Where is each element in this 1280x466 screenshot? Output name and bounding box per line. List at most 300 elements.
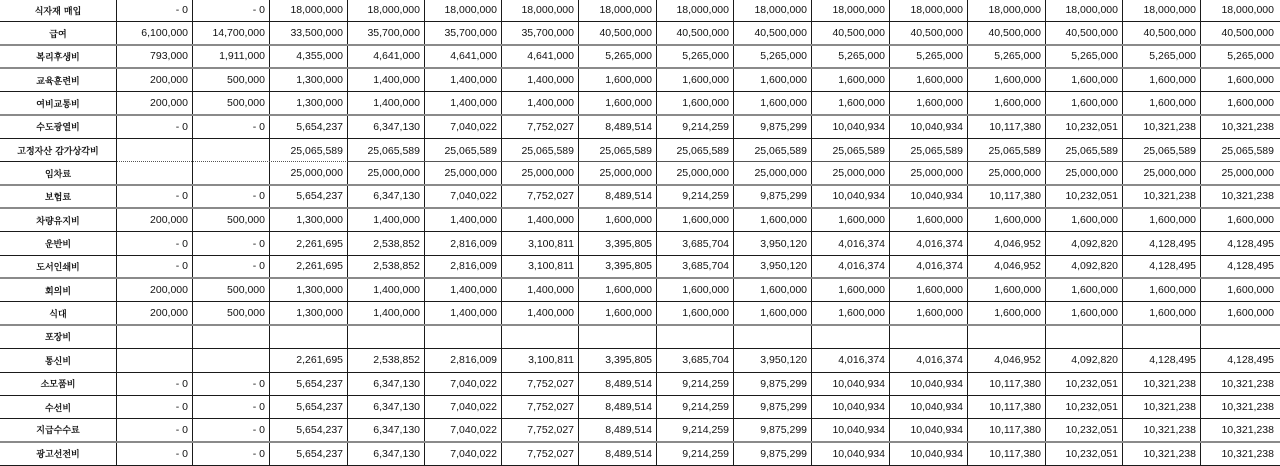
value-cell[interactable]: 1,600,000 — [1046, 69, 1123, 91]
value-cell[interactable]: 1,600,000 — [579, 209, 657, 231]
value-cell[interactable]: 25,000,000 — [657, 162, 734, 183]
value-cell[interactable]: 1,600,000 — [890, 209, 968, 231]
value-cell[interactable]: 10,321,238 — [1221, 447, 1274, 460]
value-cell[interactable]: 10,040,934 — [890, 396, 968, 418]
value-cell[interactable]: 25,000,000 — [502, 162, 579, 183]
value-cell[interactable]: 7,040,022 — [425, 396, 502, 418]
value-cell[interactable]: 14,700,000 — [193, 22, 270, 43]
value-cell[interactable]: 10,117,380 — [968, 116, 1046, 138]
value-cell[interactable]: 1,400,000 — [348, 69, 425, 91]
value-cell[interactable]: 3,685,704 — [657, 256, 734, 277]
value-cell[interactable]: 1,300,000 — [270, 302, 348, 323]
value-cell[interactable]: 18,000,000 — [734, 0, 812, 21]
value-cell[interactable]: 10,321,238 — [1123, 373, 1201, 395]
value-cell[interactable]: 1,600,000 — [812, 69, 890, 91]
value-cell[interactable]: 2,816,009 — [425, 232, 502, 254]
value-cell[interactable]: 5,265,000 — [734, 46, 812, 67]
value-cell[interactable]: 4,016,374 — [890, 232, 968, 254]
value-cell[interactable]: 1,600,000 — [890, 279, 968, 301]
value-cell[interactable]: 4,128,495 — [1227, 260, 1274, 273]
value-cell[interactable]: 40,500,000 — [579, 22, 657, 43]
value-cell[interactable]: 18,000,000 — [579, 0, 657, 21]
value-cell[interactable]: 25,065,589 — [657, 139, 734, 162]
value-cell[interactable]: 5,265,000 — [579, 46, 657, 67]
value-cell[interactable]: 10,232,051 — [1046, 443, 1123, 465]
value-cell[interactable]: 18,000,000 — [890, 0, 968, 21]
value-cell[interactable]: 1,600,000 — [968, 69, 1046, 91]
value-cell[interactable]: - 0 — [193, 186, 270, 207]
value-cell[interactable]: 35,700,000 — [425, 22, 502, 43]
value-cell[interactable]: 1,600,000 — [968, 302, 1046, 323]
value-cell[interactable]: 7,040,022 — [425, 419, 502, 440]
value-cell[interactable]: 25,065,589 — [348, 139, 425, 162]
value-cell[interactable]: 6,347,130 — [348, 373, 425, 395]
value-cell[interactable]: 25,000,000 — [1123, 162, 1201, 183]
row-label[interactable]: 수도광열비 — [0, 116, 117, 138]
value-cell[interactable]: - 0 — [193, 232, 270, 254]
value-cell[interactable]: 10,232,051 — [1046, 396, 1123, 418]
value-cell[interactable] — [270, 326, 348, 348]
value-cell[interactable]: 10,321,238 — [1221, 423, 1274, 436]
value-cell[interactable]: 40,500,000 — [890, 22, 968, 43]
value-cell[interactable]: 8,489,514 — [579, 116, 657, 138]
value-cell[interactable]: 4,016,374 — [812, 256, 890, 277]
value-cell[interactable]: 1,600,000 — [968, 92, 1046, 113]
value-cell[interactable] — [193, 139, 270, 162]
value-cell[interactable]: 10,040,934 — [812, 116, 890, 138]
value-cell[interactable]: 1,600,000 — [657, 92, 734, 113]
value-cell[interactable]: 40,500,000 — [968, 22, 1046, 43]
row-label[interactable]: 회의비 — [0, 279, 117, 301]
value-cell[interactable]: 10,040,934 — [812, 419, 890, 440]
row-label[interactable]: 식대 — [0, 302, 117, 323]
value-cell[interactable]: 5,265,000 — [1123, 46, 1201, 67]
value-cell[interactable]: 4,016,374 — [812, 349, 890, 371]
value-cell[interactable]: 4,016,374 — [812, 232, 890, 254]
value-cell[interactable]: 9,875,299 — [734, 419, 812, 440]
value-cell[interactable]: - 0 — [193, 0, 270, 21]
row-label[interactable]: 보험료 — [0, 186, 117, 207]
value-cell[interactable]: 1,600,000 — [734, 302, 812, 323]
value-cell[interactable] — [117, 349, 193, 371]
row-label[interactable]: 통신비 — [0, 349, 117, 371]
value-cell[interactable]: 9,875,299 — [734, 396, 812, 418]
value-cell[interactable]: 4,641,000 — [348, 46, 425, 67]
value-cell[interactable]: 6,347,130 — [348, 443, 425, 465]
value-cell[interactable]: 3,395,805 — [579, 256, 657, 277]
value-cell[interactable]: 18,000,000 — [1123, 0, 1201, 21]
value-cell[interactable]: 1,600,000 — [812, 92, 890, 113]
value-cell[interactable]: 7,752,027 — [502, 116, 579, 138]
value-cell[interactable]: 1,400,000 — [502, 69, 579, 91]
value-cell[interactable]: 18,000,000 — [968, 0, 1046, 21]
value-cell[interactable]: 200,000 — [117, 209, 193, 231]
value-cell[interactable]: 1,600,000 — [657, 69, 734, 91]
value-cell[interactable]: 2,538,852 — [348, 349, 425, 371]
value-cell[interactable]: 1,600,000 — [657, 279, 734, 301]
value-cell[interactable]: 4,046,952 — [968, 232, 1046, 254]
value-cell[interactable]: 10,232,051 — [1046, 116, 1123, 138]
value-cell[interactable]: 10,321,238 — [1221, 190, 1274, 203]
value-cell[interactable]: 1,600,000 — [579, 279, 657, 301]
value-cell[interactable]: - 0 — [193, 256, 270, 277]
value-cell[interactable]: 25,065,589 — [579, 139, 657, 162]
value-cell[interactable]: - 0 — [193, 373, 270, 395]
value-cell[interactable]: - 0 — [117, 256, 193, 277]
value-cell[interactable]: 1,600,000 — [1046, 92, 1123, 113]
value-cell[interactable]: 4,092,820 — [1046, 349, 1123, 371]
value-cell[interactable]: 40,500,000 — [734, 22, 812, 43]
value-cell[interactable]: 25,065,589 — [890, 139, 968, 162]
value-cell[interactable]: 1,400,000 — [348, 279, 425, 301]
value-cell[interactable]: 4,355,000 — [270, 46, 348, 67]
value-cell[interactable]: 1,600,000 — [1123, 302, 1201, 323]
value-cell[interactable]: 1,600,000 — [1046, 209, 1123, 231]
value-cell[interactable]: - 0 — [117, 396, 193, 418]
value-cell[interactable]: 10,117,380 — [968, 186, 1046, 207]
value-cell[interactable] — [117, 326, 193, 348]
value-cell[interactable]: 1,600,000 — [1227, 307, 1274, 320]
value-cell[interactable]: 25,000,000 — [348, 162, 425, 183]
value-cell[interactable]: 1,600,000 — [1046, 302, 1123, 323]
value-cell[interactable]: 500,000 — [193, 209, 270, 231]
value-cell[interactable] — [579, 326, 657, 348]
value-cell[interactable]: 6,347,130 — [348, 419, 425, 440]
value-cell[interactable]: - 0 — [193, 116, 270, 138]
row-label[interactable]: 교육훈련비 — [0, 69, 117, 91]
value-cell[interactable]: 25,065,589 — [1221, 144, 1274, 157]
value-cell[interactable]: 4,092,820 — [1046, 256, 1123, 277]
value-cell[interactable]: 35,700,000 — [348, 22, 425, 43]
value-cell[interactable]: 1,600,000 — [1227, 214, 1274, 227]
value-cell[interactable]: 18,000,000 — [812, 0, 890, 21]
value-cell[interactable]: 6,347,130 — [348, 396, 425, 418]
value-cell[interactable]: 5,265,000 — [1046, 46, 1123, 67]
value-cell[interactable]: 200,000 — [117, 69, 193, 91]
value-cell[interactable]: 25,000,000 — [1221, 167, 1274, 180]
value-cell[interactable]: 25,000,000 — [579, 162, 657, 183]
value-cell[interactable]: 2,261,695 — [270, 232, 348, 254]
value-cell[interactable]: 18,000,000 — [348, 0, 425, 21]
value-cell[interactable]: - 0 — [193, 443, 270, 465]
value-cell[interactable]: 3,100,811 — [502, 256, 579, 277]
value-cell[interactable]: 3,395,805 — [579, 232, 657, 254]
value-cell[interactable]: 1,600,000 — [657, 209, 734, 231]
value-cell[interactable]: 25,065,589 — [1046, 139, 1123, 162]
value-cell[interactable]: 10,321,238 — [1221, 377, 1274, 390]
value-cell[interactable]: 10,321,238 — [1123, 186, 1201, 207]
value-cell[interactable]: 4,092,820 — [1046, 232, 1123, 254]
value-cell[interactable]: - 0 — [117, 0, 193, 21]
value-cell[interactable]: 5,265,000 — [890, 46, 968, 67]
value-cell[interactable]: 1,600,000 — [812, 302, 890, 323]
value-cell[interactable]: 7,752,027 — [502, 396, 579, 418]
value-cell[interactable]: 7,040,022 — [425, 116, 502, 138]
value-cell[interactable]: 5,265,000 — [812, 46, 890, 67]
value-cell[interactable]: 1,400,000 — [425, 209, 502, 231]
value-cell[interactable]: - 0 — [117, 232, 193, 254]
value-cell[interactable] — [1201, 326, 1278, 348]
value-cell[interactable]: 5,265,000 — [1227, 50, 1274, 63]
value-cell[interactable]: 1,300,000 — [270, 69, 348, 91]
value-cell[interactable]: 1,300,000 — [270, 209, 348, 231]
value-cell[interactable]: 1,600,000 — [1227, 284, 1274, 297]
value-cell[interactable]: 7,040,022 — [425, 373, 502, 395]
value-cell[interactable]: 1,400,000 — [502, 279, 579, 301]
value-cell[interactable]: 1,600,000 — [1123, 279, 1201, 301]
value-cell[interactable] — [734, 326, 812, 348]
row-label[interactable]: 임차료 — [0, 162, 117, 183]
value-cell[interactable]: 9,875,299 — [734, 116, 812, 138]
value-cell[interactable]: 9,214,259 — [657, 186, 734, 207]
value-cell[interactable]: 4,128,495 — [1123, 256, 1201, 277]
value-cell[interactable]: 200,000 — [117, 279, 193, 301]
value-cell[interactable]: 5,654,237 — [270, 443, 348, 465]
value-cell[interactable] — [348, 326, 425, 348]
value-cell[interactable]: 2,816,009 — [425, 256, 502, 277]
value-cell[interactable]: 1,600,000 — [890, 69, 968, 91]
value-cell[interactable]: 3,395,805 — [579, 349, 657, 371]
row-label[interactable]: 복리후생비 — [0, 46, 117, 67]
value-cell[interactable]: 1,600,000 — [1123, 209, 1201, 231]
value-cell[interactable]: 25,065,589 — [734, 139, 812, 162]
value-cell[interactable]: 4,046,952 — [968, 349, 1046, 371]
value-cell[interactable]: 2,538,852 — [348, 256, 425, 277]
value-cell[interactable]: 8,489,514 — [579, 419, 657, 440]
value-cell[interactable] — [117, 162, 193, 183]
value-cell[interactable]: 2,261,695 — [270, 256, 348, 277]
value-cell[interactable]: 500,000 — [193, 279, 270, 301]
row-label[interactable]: 식자재 매입 — [0, 0, 117, 21]
value-cell[interactable]: 4,128,495 — [1123, 349, 1201, 371]
value-cell[interactable]: 500,000 — [193, 302, 270, 323]
value-cell[interactable]: 1,400,000 — [348, 302, 425, 323]
value-cell[interactable]: 1,300,000 — [270, 279, 348, 301]
value-cell[interactable]: 25,065,589 — [270, 139, 348, 162]
value-cell[interactable]: 9,214,259 — [657, 116, 734, 138]
value-cell[interactable]: 40,500,000 — [1221, 27, 1274, 40]
row-label[interactable]: 고정자산 감가상각비 — [0, 139, 117, 162]
value-cell[interactable]: 3,100,811 — [502, 349, 579, 371]
value-cell[interactable]: 40,500,000 — [812, 22, 890, 43]
value-cell[interactable]: 9,875,299 — [734, 373, 812, 395]
value-cell[interactable]: 200,000 — [117, 302, 193, 323]
value-cell[interactable]: 3,685,704 — [657, 349, 734, 371]
row-label[interactable]: 도서인쇄비 — [0, 256, 117, 277]
value-cell[interactable]: 1,400,000 — [348, 92, 425, 113]
value-cell[interactable]: 18,000,000 — [1046, 0, 1123, 21]
value-cell[interactable]: 25,065,589 — [968, 139, 1046, 162]
value-cell[interactable]: 5,654,237 — [270, 373, 348, 395]
value-cell[interactable]: 1,300,000 — [270, 92, 348, 113]
value-cell[interactable]: 10,321,238 — [1123, 116, 1201, 138]
value-cell[interactable]: 10,117,380 — [968, 396, 1046, 418]
value-cell[interactable]: 25,065,589 — [1123, 139, 1201, 162]
value-cell[interactable]: 40,500,000 — [1046, 22, 1123, 43]
value-cell[interactable]: 25,000,000 — [270, 162, 348, 183]
value-cell[interactable]: 8,489,514 — [579, 373, 657, 395]
value-cell[interactable]: 7,752,027 — [502, 443, 579, 465]
value-cell[interactable]: 9,214,259 — [657, 419, 734, 440]
row-label[interactable]: 소모품비 — [0, 373, 117, 395]
value-cell[interactable]: 35,700,000 — [502, 22, 579, 43]
value-cell[interactable]: 4,046,952 — [968, 256, 1046, 277]
value-cell[interactable]: 5,654,237 — [270, 116, 348, 138]
value-cell[interactable]: 1,400,000 — [348, 209, 425, 231]
row-label[interactable]: 차량유지비 — [0, 209, 117, 231]
value-cell[interactable]: 7,040,022 — [425, 443, 502, 465]
value-cell[interactable]: 1,600,000 — [734, 69, 812, 91]
value-cell[interactable]: 25,000,000 — [734, 162, 812, 183]
value-cell[interactable]: 4,016,374 — [890, 256, 968, 277]
value-cell[interactable]: 5,265,000 — [657, 46, 734, 67]
value-cell[interactable]: 6,347,130 — [348, 116, 425, 138]
value-cell[interactable]: 10,232,051 — [1046, 419, 1123, 440]
value-cell[interactable]: 10,321,238 — [1123, 419, 1201, 440]
value-cell[interactable]: 1,400,000 — [502, 302, 579, 323]
value-cell[interactable] — [502, 326, 579, 348]
value-cell[interactable] — [193, 349, 270, 371]
value-cell[interactable]: 10,040,934 — [890, 116, 968, 138]
value-cell[interactable] — [193, 326, 270, 348]
value-cell[interactable]: 4,128,495 — [1227, 354, 1274, 367]
value-cell[interactable]: - 0 — [117, 373, 193, 395]
value-cell[interactable]: 6,347,130 — [348, 186, 425, 207]
value-cell[interactable]: 5,654,237 — [270, 419, 348, 440]
value-cell[interactable]: 1,400,000 — [425, 302, 502, 323]
value-cell[interactable]: - 0 — [117, 419, 193, 440]
value-cell[interactable]: 10,040,934 — [890, 186, 968, 207]
value-cell[interactable]: 9,875,299 — [734, 186, 812, 207]
value-cell[interactable]: 18,000,000 — [657, 0, 734, 21]
value-cell[interactable] — [890, 326, 968, 348]
row-label[interactable]: 광고선전비 — [0, 443, 117, 465]
value-cell[interactable]: 18,000,000 — [502, 0, 579, 21]
value-cell[interactable]: 9,875,299 — [734, 443, 812, 465]
value-cell[interactable]: 8,489,514 — [579, 443, 657, 465]
value-cell[interactable]: - 0 — [117, 116, 193, 138]
value-cell[interactable]: - 0 — [117, 186, 193, 207]
row-label[interactable]: 급여 — [0, 22, 117, 43]
value-cell[interactable]: 5,654,237 — [270, 396, 348, 418]
value-cell[interactable]: 4,641,000 — [502, 46, 579, 67]
value-cell[interactable]: 7,752,027 — [502, 373, 579, 395]
value-cell[interactable]: 9,214,259 — [657, 373, 734, 395]
value-cell[interactable]: 1,600,000 — [657, 302, 734, 323]
value-cell[interactable]: - 0 — [193, 419, 270, 440]
value-cell[interactable]: 2,816,009 — [425, 349, 502, 371]
value-cell[interactable]: 5,654,237 — [270, 186, 348, 207]
value-cell[interactable] — [968, 326, 1046, 348]
value-cell[interactable]: 7,040,022 — [425, 186, 502, 207]
value-cell[interactable]: 2,261,695 — [270, 349, 348, 371]
value-cell[interactable]: 1,400,000 — [425, 279, 502, 301]
value-cell[interactable]: - 0 — [193, 396, 270, 418]
value-cell[interactable]: 25,000,000 — [968, 162, 1046, 183]
row-label[interactable]: 여비교통비 — [0, 92, 117, 113]
value-cell[interactable]: 1,400,000 — [425, 69, 502, 91]
value-cell[interactable]: 1,600,000 — [1227, 74, 1274, 87]
value-cell[interactable]: 1,600,000 — [734, 92, 812, 113]
value-cell[interactable]: 2,538,852 — [348, 232, 425, 254]
value-cell[interactable]: 3,950,120 — [734, 349, 812, 371]
row-label[interactable]: 수선비 — [0, 396, 117, 418]
value-cell[interactable]: 1,600,000 — [968, 209, 1046, 231]
value-cell[interactable]: 1,600,000 — [968, 279, 1046, 301]
value-cell[interactable]: 1,400,000 — [425, 92, 502, 113]
value-cell[interactable]: 6,100,000 — [117, 22, 193, 43]
value-cell[interactable]: 10,040,934 — [890, 373, 968, 395]
value-cell[interactable]: 1,600,000 — [579, 92, 657, 113]
value-cell[interactable] — [657, 326, 734, 348]
row-label[interactable]: 지급수수료 — [0, 419, 117, 440]
value-cell[interactable]: 10,232,051 — [1046, 373, 1123, 395]
value-cell[interactable]: 10,321,238 — [1123, 396, 1201, 418]
value-cell[interactable]: 25,065,589 — [425, 139, 502, 162]
value-cell[interactable] — [117, 139, 193, 162]
value-cell[interactable]: 7,752,027 — [502, 186, 579, 207]
value-cell[interactable]: 10,117,380 — [968, 443, 1046, 465]
value-cell[interactable]: 25,065,589 — [812, 139, 890, 162]
value-cell[interactable]: 500,000 — [193, 69, 270, 91]
value-cell[interactable]: 1,600,000 — [579, 302, 657, 323]
value-cell[interactable]: 10,040,934 — [812, 396, 890, 418]
value-cell[interactable] — [425, 326, 502, 348]
value-cell[interactable]: 10,040,934 — [812, 443, 890, 465]
value-cell[interactable]: 10,040,934 — [812, 186, 890, 207]
value-cell[interactable]: 500,000 — [193, 92, 270, 113]
value-cell[interactable]: 10,040,934 — [890, 419, 968, 440]
value-cell[interactable]: 1,600,000 — [890, 92, 968, 113]
value-cell[interactable]: 25,000,000 — [1046, 162, 1123, 183]
value-cell[interactable]: 3,950,120 — [734, 256, 812, 277]
value-cell[interactable] — [193, 162, 270, 183]
value-cell[interactable]: 8,489,514 — [579, 396, 657, 418]
value-cell[interactable]: 200,000 — [117, 92, 193, 113]
value-cell[interactable]: 3,950,120 — [734, 232, 812, 254]
value-cell[interactable]: 4,641,000 — [425, 46, 502, 67]
value-cell[interactable]: 4,128,495 — [1123, 232, 1201, 254]
value-cell[interactable]: 10,117,380 — [968, 373, 1046, 395]
value-cell[interactable]: 25,000,000 — [425, 162, 502, 183]
value-cell[interactable]: 40,500,000 — [1123, 22, 1201, 43]
value-cell[interactable]: 25,065,589 — [502, 139, 579, 162]
value-cell[interactable]: 1,600,000 — [1123, 69, 1201, 91]
value-cell[interactable]: 1,911,000 — [193, 46, 270, 67]
value-cell[interactable]: 10,232,051 — [1046, 186, 1123, 207]
value-cell[interactable]: 1,600,000 — [1046, 279, 1123, 301]
value-cell[interactable]: 10,321,238 — [1221, 120, 1274, 133]
value-cell[interactable]: 25,000,000 — [812, 162, 890, 183]
value-cell[interactable]: - 0 — [117, 443, 193, 465]
value-cell[interactable]: 1,600,000 — [579, 69, 657, 91]
value-cell[interactable]: 3,100,811 — [502, 232, 579, 254]
value-cell[interactable]: 40,500,000 — [657, 22, 734, 43]
value-cell[interactable]: 9,214,259 — [657, 443, 734, 465]
value-cell[interactable]: 10,040,934 — [890, 443, 968, 465]
value-cell[interactable]: 10,117,380 — [968, 419, 1046, 440]
row-label[interactable]: 운반비 — [0, 232, 117, 254]
value-cell[interactable]: 3,685,704 — [657, 232, 734, 254]
value-cell[interactable]: 1,600,000 — [890, 302, 968, 323]
value-cell[interactable]: 1,600,000 — [734, 279, 812, 301]
value-cell[interactable]: 9,214,259 — [657, 396, 734, 418]
value-cell[interactable] — [812, 326, 890, 348]
value-cell[interactable]: 25,000,000 — [890, 162, 968, 183]
value-cell[interactable]: 18,000,000 — [425, 0, 502, 21]
value-cell[interactable]: 10,040,934 — [812, 373, 890, 395]
value-cell[interactable]: 18,000,000 — [1221, 4, 1274, 17]
